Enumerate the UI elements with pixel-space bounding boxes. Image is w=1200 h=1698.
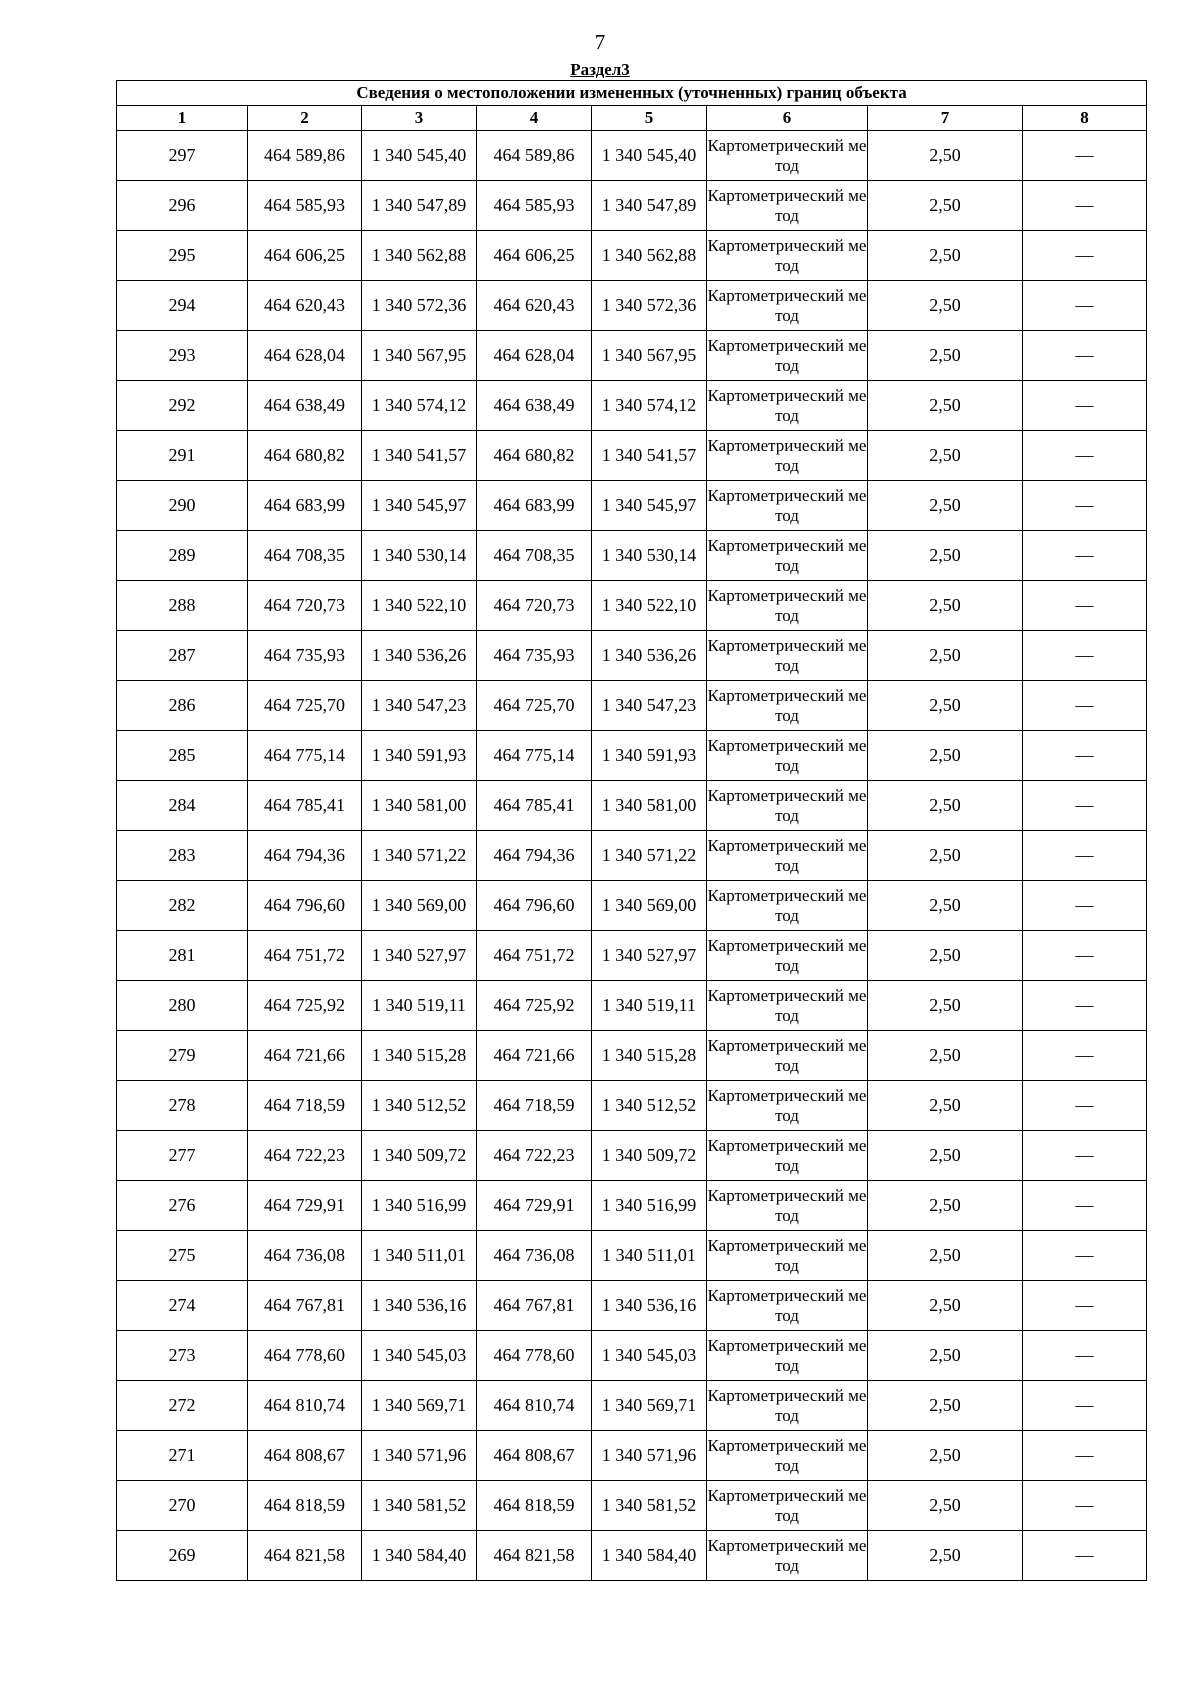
accuracy-value: 2,50 xyxy=(868,931,1023,981)
x-coordinate-new: 464 725,70 xyxy=(477,681,592,731)
y-coordinate-new: 1 340 591,93 xyxy=(592,731,707,781)
y-coordinate-new: 1 340 512,52 xyxy=(592,1081,707,1131)
y-coordinate-old: 1 340 545,03 xyxy=(362,1331,477,1381)
note: — xyxy=(1023,281,1147,331)
y-coordinate-old: 1 340 581,52 xyxy=(362,1481,477,1531)
x-coordinate-new: 464 796,60 xyxy=(477,881,592,931)
x-coordinate-old: 464 808,67 xyxy=(248,1431,362,1481)
y-coordinate-old: 1 340 574,12 xyxy=(362,381,477,431)
accuracy-value: 2,50 xyxy=(868,781,1023,831)
note: — xyxy=(1023,981,1147,1031)
boundary-coordinates-table xyxy=(116,80,1147,1581)
y-coordinate-old: 1 340 512,52 xyxy=(362,1081,477,1131)
x-coordinate-old: 464 638,49 xyxy=(248,381,362,431)
table-row xyxy=(117,631,1147,681)
table-row xyxy=(117,481,1147,531)
note: — xyxy=(1023,631,1147,681)
determination-method: Картометрический метод xyxy=(707,231,868,281)
y-coordinate-old: 1 340 509,72 xyxy=(362,1131,477,1181)
x-coordinate-old: 464 796,60 xyxy=(248,881,362,931)
point-number: 281 xyxy=(117,931,248,981)
x-coordinate-old: 464 775,14 xyxy=(248,731,362,781)
y-coordinate-old: 1 340 516,99 xyxy=(362,1181,477,1231)
note: — xyxy=(1023,1031,1147,1081)
y-coordinate-old: 1 340 569,71 xyxy=(362,1381,477,1431)
table-row xyxy=(117,181,1147,231)
determination-method: Картометрический метод xyxy=(707,531,868,581)
x-coordinate-old: 464 735,93 xyxy=(248,631,362,681)
y-coordinate-new: 1 340 574,12 xyxy=(592,381,707,431)
point-number: 270 xyxy=(117,1481,248,1531)
determination-method: Картометрический метод xyxy=(707,431,868,481)
accuracy-value: 2,50 xyxy=(868,731,1023,781)
accuracy-value: 2,50 xyxy=(868,1081,1023,1131)
point-number: 283 xyxy=(117,831,248,881)
y-coordinate-new: 1 340 562,88 xyxy=(592,231,707,281)
x-coordinate-old: 464 620,43 xyxy=(248,281,362,331)
note: — xyxy=(1023,481,1147,531)
table-row xyxy=(117,881,1147,931)
accuracy-value: 2,50 xyxy=(868,631,1023,681)
x-coordinate-new: 464 720,73 xyxy=(477,581,592,631)
x-coordinate-new: 464 620,43 xyxy=(477,281,592,331)
accuracy-value: 2,50 xyxy=(868,1031,1023,1081)
x-coordinate-new: 464 721,66 xyxy=(477,1031,592,1081)
determination-method: Картометрический метод xyxy=(707,181,868,231)
determination-method: Картометрический метод xyxy=(707,1031,868,1081)
determination-method: Картометрический метод xyxy=(707,1381,868,1431)
y-coordinate-new: 1 340 536,16 xyxy=(592,1281,707,1331)
x-coordinate-old: 464 729,91 xyxy=(248,1181,362,1231)
x-coordinate-new: 464 767,81 xyxy=(477,1281,592,1331)
determination-method: Картометрический метод xyxy=(707,781,868,831)
table-row xyxy=(117,1281,1147,1331)
y-coordinate-old: 1 340 567,95 xyxy=(362,331,477,381)
table-row xyxy=(117,581,1147,631)
x-coordinate-new: 464 775,14 xyxy=(477,731,592,781)
x-coordinate-old: 464 718,59 xyxy=(248,1081,362,1131)
column-number-4: 4 xyxy=(477,106,592,131)
accuracy-value: 2,50 xyxy=(868,281,1023,331)
y-coordinate-old: 1 340 584,40 xyxy=(362,1531,477,1581)
y-coordinate-new: 1 340 569,00 xyxy=(592,881,707,931)
note: — xyxy=(1023,1331,1147,1381)
point-number: 286 xyxy=(117,681,248,731)
determination-method: Картометрический метод xyxy=(707,1181,868,1231)
y-coordinate-new: 1 340 545,40 xyxy=(592,131,707,181)
x-coordinate-new: 464 718,59 xyxy=(477,1081,592,1131)
table-row xyxy=(117,131,1147,181)
y-coordinate-old: 1 340 581,00 xyxy=(362,781,477,831)
table-row xyxy=(117,781,1147,831)
x-coordinate-new: 464 589,86 xyxy=(477,131,592,181)
y-coordinate-old: 1 340 530,14 xyxy=(362,531,477,581)
x-coordinate-old: 464 778,60 xyxy=(248,1331,362,1381)
x-coordinate-old: 464 725,92 xyxy=(248,981,362,1031)
x-coordinate-new: 464 725,92 xyxy=(477,981,592,1031)
accuracy-value: 2,50 xyxy=(868,1131,1023,1181)
accuracy-value: 2,50 xyxy=(868,381,1023,431)
point-number: 284 xyxy=(117,781,248,831)
y-coordinate-new: 1 340 547,23 xyxy=(592,681,707,731)
note: — xyxy=(1023,731,1147,781)
column-number-6: 6 xyxy=(707,106,868,131)
determination-method: Картометрический метод xyxy=(707,281,868,331)
point-number: 275 xyxy=(117,1231,248,1281)
note: — xyxy=(1023,1481,1147,1531)
note: — xyxy=(1023,681,1147,731)
y-coordinate-new: 1 340 536,26 xyxy=(592,631,707,681)
column-number-5: 5 xyxy=(592,106,707,131)
y-coordinate-old: 1 340 569,00 xyxy=(362,881,477,931)
page-number: 7 xyxy=(594,30,606,54)
accuracy-value: 2,50 xyxy=(868,1531,1023,1581)
table-title: Сведения о местоположении измененных (уточненных) границ объекта xyxy=(117,81,1147,106)
table-row xyxy=(117,1431,1147,1481)
accuracy-value: 2,50 xyxy=(868,981,1023,1031)
y-coordinate-old: 1 340 545,40 xyxy=(362,131,477,181)
x-coordinate-new: 464 729,91 xyxy=(477,1181,592,1231)
x-coordinate-old: 464 751,72 xyxy=(248,931,362,981)
column-number-2: 2 xyxy=(248,106,362,131)
column-number-3: 3 xyxy=(362,106,477,131)
y-coordinate-new: 1 340 515,28 xyxy=(592,1031,707,1081)
x-coordinate-new: 464 794,36 xyxy=(477,831,592,881)
point-number: 282 xyxy=(117,881,248,931)
point-number: 288 xyxy=(117,581,248,631)
x-coordinate-old: 464 720,73 xyxy=(248,581,362,631)
accuracy-value: 2,50 xyxy=(868,531,1023,581)
table-row xyxy=(117,981,1147,1031)
accuracy-value: 2,50 xyxy=(868,431,1023,481)
table-title-row xyxy=(117,81,1147,106)
table-row xyxy=(117,331,1147,381)
point-number: 297 xyxy=(117,131,248,181)
x-coordinate-new: 464 778,60 xyxy=(477,1331,592,1381)
x-coordinate-new: 464 708,35 xyxy=(477,531,592,581)
point-number: 292 xyxy=(117,381,248,431)
y-coordinate-old: 1 340 511,01 xyxy=(362,1231,477,1281)
table-row xyxy=(117,1031,1147,1081)
column-number-1: 1 xyxy=(117,106,248,131)
y-coordinate-old: 1 340 522,10 xyxy=(362,581,477,631)
table-row xyxy=(117,1231,1147,1281)
x-coordinate-old: 464 721,66 xyxy=(248,1031,362,1081)
table-row xyxy=(117,381,1147,431)
x-coordinate-old: 464 794,36 xyxy=(248,831,362,881)
accuracy-value: 2,50 xyxy=(868,1231,1023,1281)
accuracy-value: 2,50 xyxy=(868,1331,1023,1381)
column-number-8: 8 xyxy=(1023,106,1147,131)
point-number: 291 xyxy=(117,431,248,481)
table-row xyxy=(117,831,1147,881)
column-number-7: 7 xyxy=(868,106,1023,131)
note: — xyxy=(1023,1281,1147,1331)
y-coordinate-new: 1 340 545,97 xyxy=(592,481,707,531)
note: — xyxy=(1023,831,1147,881)
table-row xyxy=(117,1181,1147,1231)
note: — xyxy=(1023,181,1147,231)
determination-method: Картометрический метод xyxy=(707,831,868,881)
determination-method: Картометрический метод xyxy=(707,1281,868,1331)
determination-method: Картометрический метод xyxy=(707,631,868,681)
y-coordinate-old: 1 340 547,89 xyxy=(362,181,477,231)
determination-method: Картометрический метод xyxy=(707,581,868,631)
x-coordinate-old: 464 725,70 xyxy=(248,681,362,731)
point-number: 290 xyxy=(117,481,248,531)
accuracy-value: 2,50 xyxy=(868,331,1023,381)
y-coordinate-new: 1 340 522,10 xyxy=(592,581,707,631)
y-coordinate-new: 1 340 569,71 xyxy=(592,1381,707,1431)
y-coordinate-old: 1 340 541,57 xyxy=(362,431,477,481)
note: — xyxy=(1023,1381,1147,1431)
point-number: 295 xyxy=(117,231,248,281)
note: — xyxy=(1023,931,1147,981)
x-coordinate-old: 464 628,04 xyxy=(248,331,362,381)
y-coordinate-new: 1 340 581,52 xyxy=(592,1481,707,1531)
column-number-row xyxy=(117,106,1147,131)
note: — xyxy=(1023,1531,1147,1581)
table-row xyxy=(117,681,1147,731)
table-row xyxy=(117,1381,1147,1431)
note: — xyxy=(1023,781,1147,831)
x-coordinate-old: 464 585,93 xyxy=(248,181,362,231)
table-row xyxy=(117,731,1147,781)
determination-method: Картометрический метод xyxy=(707,1431,868,1481)
y-coordinate-new: 1 340 571,96 xyxy=(592,1431,707,1481)
accuracy-value: 2,50 xyxy=(868,1181,1023,1231)
y-coordinate-old: 1 340 519,11 xyxy=(362,981,477,1031)
determination-method: Картометрический метод xyxy=(707,731,868,781)
table-row xyxy=(117,281,1147,331)
x-coordinate-new: 464 683,99 xyxy=(477,481,592,531)
x-coordinate-new: 464 722,23 xyxy=(477,1131,592,1181)
y-coordinate-old: 1 340 572,36 xyxy=(362,281,477,331)
point-number: 296 xyxy=(117,181,248,231)
y-coordinate-new: 1 340 527,97 xyxy=(592,931,707,981)
x-coordinate-old: 464 722,23 xyxy=(248,1131,362,1181)
note: — xyxy=(1023,331,1147,381)
x-coordinate-new: 464 751,72 xyxy=(477,931,592,981)
point-number: 271 xyxy=(117,1431,248,1481)
x-coordinate-new: 464 818,59 xyxy=(477,1481,592,1531)
x-coordinate-new: 464 638,49 xyxy=(477,381,592,431)
y-coordinate-old: 1 340 527,97 xyxy=(362,931,477,981)
note: — xyxy=(1023,1131,1147,1181)
table-row xyxy=(117,1481,1147,1531)
y-coordinate-new: 1 340 519,11 xyxy=(592,981,707,1031)
point-number: 278 xyxy=(117,1081,248,1131)
x-coordinate-old: 464 821,58 xyxy=(248,1531,362,1581)
y-coordinate-new: 1 340 511,01 xyxy=(592,1231,707,1281)
accuracy-value: 2,50 xyxy=(868,1481,1023,1531)
point-number: 273 xyxy=(117,1331,248,1381)
accuracy-value: 2,50 xyxy=(868,1281,1023,1331)
y-coordinate-new: 1 340 530,14 xyxy=(592,531,707,581)
y-coordinate-new: 1 340 581,00 xyxy=(592,781,707,831)
x-coordinate-old: 464 736,08 xyxy=(248,1231,362,1281)
y-coordinate-new: 1 340 584,40 xyxy=(592,1531,707,1581)
y-coordinate-old: 1 340 571,96 xyxy=(362,1431,477,1481)
table-row xyxy=(117,931,1147,981)
accuracy-value: 2,50 xyxy=(868,231,1023,281)
determination-method: Картометрический метод xyxy=(707,1081,868,1131)
table-row xyxy=(117,531,1147,581)
note: — xyxy=(1023,1081,1147,1131)
determination-method: Картометрический метод xyxy=(707,1331,868,1381)
table-row xyxy=(117,1081,1147,1131)
y-coordinate-new: 1 340 571,22 xyxy=(592,831,707,881)
y-coordinate-old: 1 340 571,22 xyxy=(362,831,477,881)
note: — xyxy=(1023,881,1147,931)
x-coordinate-new: 464 808,67 xyxy=(477,1431,592,1481)
x-coordinate-new: 464 628,04 xyxy=(477,331,592,381)
y-coordinate-old: 1 340 591,93 xyxy=(362,731,477,781)
determination-method: Картометрический метод xyxy=(707,1481,868,1531)
y-coordinate-new: 1 340 572,36 xyxy=(592,281,707,331)
y-coordinate-old: 1 340 536,16 xyxy=(362,1281,477,1331)
table-row xyxy=(117,1131,1147,1181)
point-number: 294 xyxy=(117,281,248,331)
y-coordinate-new: 1 340 516,99 xyxy=(592,1181,707,1231)
x-coordinate-old: 464 810,74 xyxy=(248,1381,362,1431)
determination-method: Картометрический метод xyxy=(707,881,868,931)
determination-method: Картометрический метод xyxy=(707,681,868,731)
determination-method: Картометрический метод xyxy=(707,331,868,381)
x-coordinate-old: 464 606,25 xyxy=(248,231,362,281)
x-coordinate-old: 464 767,81 xyxy=(248,1281,362,1331)
x-coordinate-old: 464 683,99 xyxy=(248,481,362,531)
determination-method: Картометрический метод xyxy=(707,481,868,531)
table-row xyxy=(117,1531,1147,1581)
accuracy-value: 2,50 xyxy=(868,131,1023,181)
note: — xyxy=(1023,381,1147,431)
determination-method: Картометрический метод xyxy=(707,931,868,981)
point-number: 279 xyxy=(117,1031,248,1081)
determination-method: Картометрический метод xyxy=(707,131,868,181)
determination-method: Картометрический метод xyxy=(707,1131,868,1181)
y-coordinate-new: 1 340 545,03 xyxy=(592,1331,707,1381)
accuracy-value: 2,50 xyxy=(868,481,1023,531)
point-number: 287 xyxy=(117,631,248,681)
point-number: 274 xyxy=(117,1281,248,1331)
y-coordinate-new: 1 340 509,72 xyxy=(592,1131,707,1181)
accuracy-value: 2,50 xyxy=(868,1431,1023,1481)
x-coordinate-new: 464 680,82 xyxy=(477,431,592,481)
note: — xyxy=(1023,231,1147,281)
x-coordinate-new: 464 810,74 xyxy=(477,1381,592,1431)
x-coordinate-new: 464 606,25 xyxy=(477,231,592,281)
section-heading: Раздел3 xyxy=(570,60,630,79)
note: — xyxy=(1023,431,1147,481)
y-coordinate-old: 1 340 536,26 xyxy=(362,631,477,681)
point-number: 280 xyxy=(117,981,248,1031)
note: — xyxy=(1023,531,1147,581)
y-coordinate-old: 1 340 515,28 xyxy=(362,1031,477,1081)
x-coordinate-old: 464 680,82 xyxy=(248,431,362,481)
determination-method: Картометрический метод xyxy=(707,381,868,431)
determination-method: Картометрический метод xyxy=(707,1531,868,1581)
x-coordinate-old: 464 785,41 xyxy=(248,781,362,831)
accuracy-value: 2,50 xyxy=(868,881,1023,931)
accuracy-value: 2,50 xyxy=(868,581,1023,631)
point-number: 293 xyxy=(117,331,248,381)
note: — xyxy=(1023,131,1147,181)
point-number: 269 xyxy=(117,1531,248,1581)
x-coordinate-new: 464 736,08 xyxy=(477,1231,592,1281)
point-number: 272 xyxy=(117,1381,248,1431)
accuracy-value: 2,50 xyxy=(868,181,1023,231)
y-coordinate-old: 1 340 545,97 xyxy=(362,481,477,531)
table-body xyxy=(117,131,1147,1581)
x-coordinate-old: 464 589,86 xyxy=(248,131,362,181)
x-coordinate-old: 464 818,59 xyxy=(248,1481,362,1531)
note: — xyxy=(1023,581,1147,631)
point-number: 276 xyxy=(117,1181,248,1231)
y-coordinate-new: 1 340 547,89 xyxy=(592,181,707,231)
accuracy-value: 2,50 xyxy=(868,681,1023,731)
y-coordinate-old: 1 340 547,23 xyxy=(362,681,477,731)
point-number: 277 xyxy=(117,1131,248,1181)
note: — xyxy=(1023,1231,1147,1281)
determination-method: Картометрический метод xyxy=(707,1231,868,1281)
table-row xyxy=(117,231,1147,281)
note: — xyxy=(1023,1181,1147,1231)
note: — xyxy=(1023,1431,1147,1481)
table-row xyxy=(117,1331,1147,1381)
x-coordinate-new: 464 785,41 xyxy=(477,781,592,831)
x-coordinate-new: 464 585,93 xyxy=(477,181,592,231)
y-coordinate-old: 1 340 562,88 xyxy=(362,231,477,281)
x-coordinate-new: 464 735,93 xyxy=(477,631,592,681)
y-coordinate-new: 1 340 541,57 xyxy=(592,431,707,481)
y-coordinate-new: 1 340 567,95 xyxy=(592,331,707,381)
determination-method: Картометрический метод xyxy=(707,981,868,1031)
point-number: 285 xyxy=(117,731,248,781)
accuracy-value: 2,50 xyxy=(868,831,1023,881)
point-number: 289 xyxy=(117,531,248,581)
x-coordinate-new: 464 821,58 xyxy=(477,1531,592,1581)
table-row xyxy=(117,431,1147,481)
x-coordinate-old: 464 708,35 xyxy=(248,531,362,581)
accuracy-value: 2,50 xyxy=(868,1381,1023,1431)
